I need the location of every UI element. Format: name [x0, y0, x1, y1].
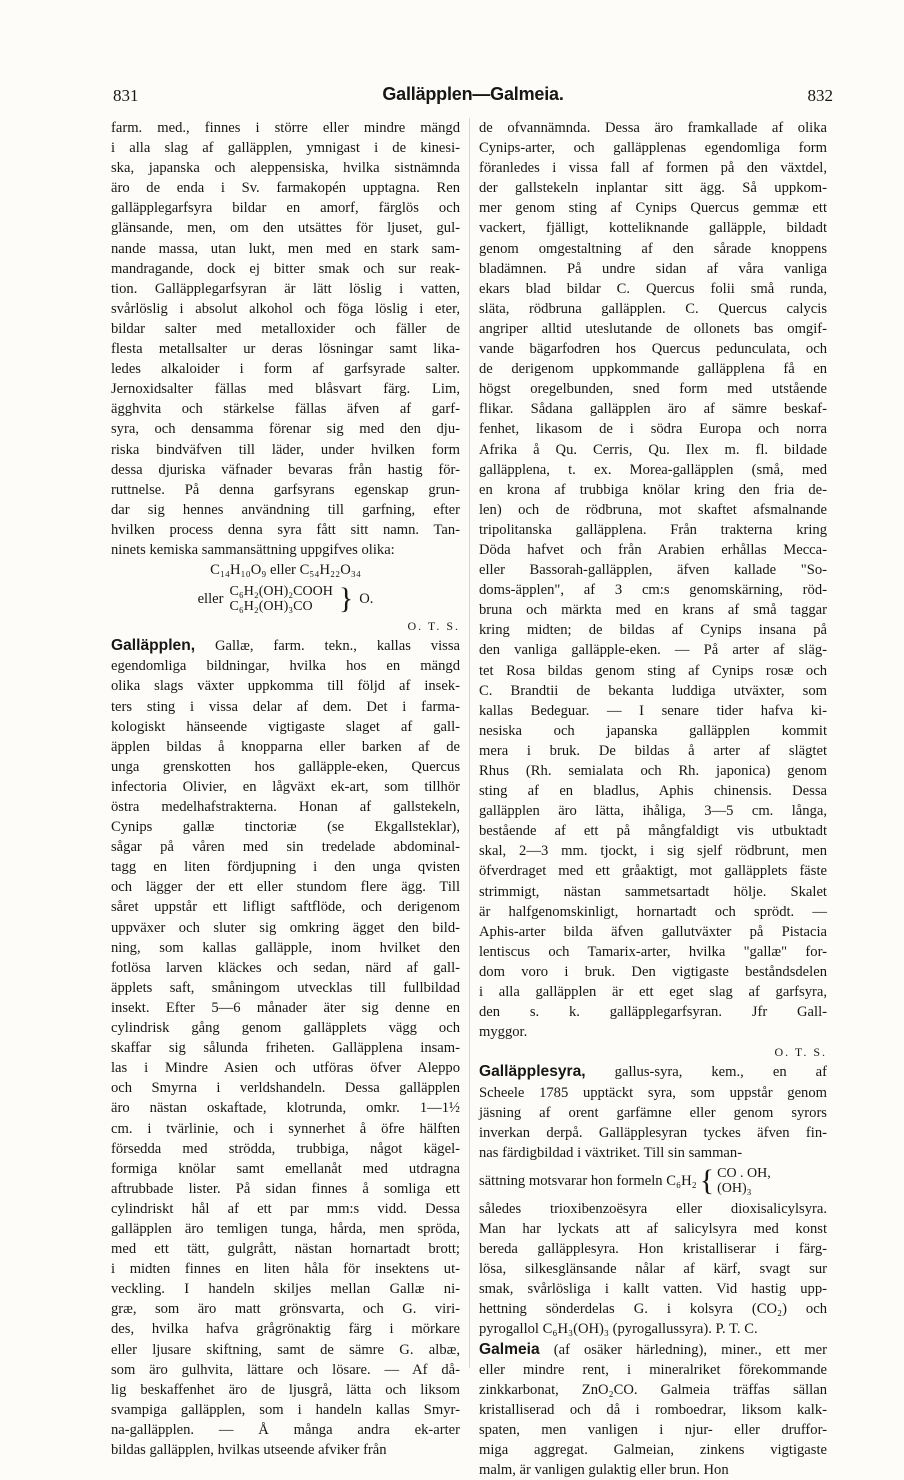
line-text: fenhet, likasom de i södra Europa och norra — [479, 421, 827, 438]
line-text: är halfgenomskinligt, hornartadt och sprödt. — — [479, 903, 827, 920]
text-line — [479, 1103, 827, 1123]
text-line — [111, 697, 460, 717]
text-line — [479, 922, 827, 942]
line-text: veckling. I handeln skiljes mellan Gallæ ni- — [111, 1281, 460, 1298]
formula-stack — [230, 584, 333, 614]
line-text: hvilken process denna syra fått sitt namn. Tan- — [111, 521, 460, 538]
line-text: äro nästan oskaftade, klotrunda, omkr. 1—1½ — [111, 1100, 460, 1117]
text-line — [111, 958, 460, 978]
line-text: unga grenskotten hos galläpple-eken, Quercus — [111, 758, 460, 775]
text-line — [111, 998, 460, 1018]
line-text: ägghvita och stärkelse fällas äfven af garf- — [111, 401, 460, 418]
line-text: vackert, fjälligt, kotteliknande galläpple, bildadt — [479, 220, 827, 237]
text-line — [111, 717, 460, 737]
entry-galläpplen — [111, 636, 460, 1460]
text-line — [111, 198, 460, 218]
line-text: las i Mindre Asien och utföras öfver Aleppo — [111, 1060, 460, 1077]
line-text: ters sting i vissa delar af dem. Det i farma- — [111, 698, 460, 715]
formula-brace: } — [338, 582, 354, 616]
line-text: ska, japanska och aleppensiska, hvilka sistnämnda — [111, 160, 460, 177]
line-text: C. Brandtii de bekanta luddiga utväxter, som — [479, 682, 827, 699]
text-line — [479, 259, 827, 279]
line-text: en krona af trubbiga knölar kring den fria de- — [479, 481, 827, 498]
text-line — [111, 379, 460, 399]
text-line — [479, 1440, 827, 1460]
text-line — [479, 399, 827, 419]
line-text: och lägger der ett eller stundom flere ägg. Till — [111, 879, 460, 896]
text-line — [111, 757, 460, 777]
page-header — [113, 82, 833, 108]
right-column — [479, 118, 827, 1480]
text-line — [111, 1119, 460, 1139]
text-line — [479, 1460, 827, 1480]
line-text: flesta metallsalter ur deras lösningar samt lika- — [111, 341, 460, 358]
text-line — [479, 620, 827, 640]
line-text: dar sig hennes användning till garfning, efter — [111, 501, 460, 518]
line-text: bildar salter med metalloxider och fäller de — [111, 320, 460, 337]
line-text: galläpplen äro lätta, ihåliga, 3—5 cm. långa, — [479, 803, 827, 820]
line-text: högst oregelbunden, sned form med utstående — [479, 381, 827, 398]
text-line — [111, 797, 460, 817]
line-text: nesiska och japanska galläpplen kommit — [479, 722, 827, 739]
line-text: galläpplen äro temligen tunga, hårda, men spröda, — [111, 1220, 460, 1237]
line-text: tripolitanska galläpplena. Från trakterna kring — [479, 521, 827, 538]
left-column — [111, 118, 460, 1460]
line-text: öfverdraget med ett gråaktigt, mot galläpplets fäste — [479, 863, 827, 880]
line-text: inverkan derpå. Galläpplesyran tyckes äfven fin- — [479, 1124, 827, 1141]
text-line — [111, 178, 460, 198]
line-text: dom voro i bruk. Den vigtigaste beståndsdelen — [479, 963, 827, 980]
text-line — [111, 1400, 460, 1420]
text-line — [479, 580, 827, 600]
text-line — [111, 1018, 460, 1038]
text-line — [479, 801, 827, 821]
line-text: Scheele 1785 upptäckt syra, som uppstår genom — [479, 1084, 827, 1101]
text-line — [111, 299, 460, 319]
text-line — [111, 1299, 460, 1319]
text-line — [479, 1083, 827, 1103]
text-line — [479, 761, 827, 781]
line-text: lig beskaffenhet äro de ljusgrå, lätta och liksom — [111, 1381, 460, 1398]
line-text: vande bägarfodren hos Quercus pedunculata, och — [479, 341, 827, 358]
formula-eller: eller — [197, 591, 224, 608]
formula-suffix: O. — [359, 591, 374, 608]
text-line — [111, 259, 460, 279]
line-text: äpplets saft, småningom utvecklas till fullbildad — [111, 979, 460, 996]
line-text: svårlöslig i absolut alkohol och föga löslig i eter, — [111, 300, 460, 317]
line-text: mera i bruk. De bildas å arter af slägtet — [479, 742, 827, 759]
line-text: aftrubbade lister. På sidan finnes å somliga ett — [111, 1180, 460, 1197]
text-line — [111, 1340, 460, 1360]
text-line — [479, 500, 827, 520]
text-line — [479, 721, 827, 741]
line-text: ekars blad bildar C. Quercus folii små runda, — [479, 280, 827, 297]
line-text: Cynips gallæ tinctoriæ (se Ekgallsteklar), — [111, 819, 460, 836]
line-text: malm, är vanligen gulaktig eller brun. Hon — [479, 1462, 729, 1479]
formula-tannin-1: C₁₄H₁₀O₉ eller C₅₄H₂₂O₃₄ — [210, 562, 361, 579]
text-line — [111, 399, 460, 419]
text-line — [479, 861, 827, 881]
text-line — [479, 1360, 827, 1380]
line-text: ledes alkaloider i form af garfsyrade salter. — [111, 361, 460, 378]
entry-galmeia — [479, 1340, 827, 1480]
line-text: angriper alltid uteslutande de ollonets bas omgif- — [479, 320, 827, 337]
text-line — [479, 640, 827, 660]
text-line — [111, 540, 460, 560]
text-line — [479, 520, 827, 540]
line-text: bestående af ett på mångfaldigt vis utbuktadt — [479, 823, 827, 840]
line-text: (af osäker härledning), miner., ett mer — [539, 1341, 827, 1358]
headword-galläpplen: Galläpplen, — [111, 637, 196, 655]
line-text: cylindrisk gång genom galläpplets vägg och — [111, 1020, 460, 1037]
text-line — [111, 777, 460, 797]
line-text: den s. k. galläpplegarfsyran. Jfr Gall- — [479, 1004, 827, 1021]
text-line — [479, 198, 827, 218]
line-text: med ett tätt, gulgrått, nästan hornartadt brott; — [111, 1241, 460, 1258]
formula-bottom: C₆H₂(OH)₃CO — [229, 599, 313, 615]
text-line — [479, 882, 827, 902]
line-text: gallus-syra, kem., en af — [585, 1064, 827, 1081]
text-line — [111, 897, 460, 917]
text-line — [111, 1098, 460, 1118]
text-line — [111, 1319, 460, 1339]
line-text: egendomliga bildningar, hvilka hos en mängd — [111, 658, 460, 675]
text-line — [111, 978, 460, 998]
line-text: doms-äpplen", af 3 cm:s genomskärning, röd- — [479, 582, 827, 599]
text-line — [479, 1062, 827, 1082]
text-line — [111, 1159, 460, 1179]
line-text: mandragande, dock ej bitter smak och sur reak- — [111, 260, 460, 277]
line-text: syra, och densamma förenar sig med den dju- — [111, 421, 460, 438]
line-text: tet Rosa bildas genom sting af Cynips rosæ och — [479, 662, 827, 679]
formula-galläpplesyra — [479, 1163, 827, 1199]
line-text: spaten, men vanligen i njur- eller druffor- — [479, 1421, 827, 1438]
line-text: östra medelhafstrakterna. Honan af gallstekeln, — [111, 799, 460, 815]
formula-stack — [717, 1166, 771, 1196]
text-line — [111, 656, 460, 676]
entry-galläpplesyra-cont — [479, 1199, 827, 1340]
text-line — [111, 636, 460, 656]
text-line — [111, 480, 460, 500]
text-line — [111, 1219, 460, 1239]
line-text: des, hvilka hafva grågrönaktig färg i mörkare — [111, 1321, 460, 1338]
line-text: i alla slag af galläpplen, ymnigast i de kinesi- — [111, 140, 460, 157]
text-line — [111, 1199, 460, 1219]
line-text: lösa, silkesglänsande nålar af kärf, svagt sur — [479, 1261, 827, 1278]
text-line — [111, 138, 460, 158]
text-line — [479, 118, 827, 138]
line-text: jäsning af orent garfämne eller genom syrors — [479, 1104, 827, 1121]
line-text: miga aggregat. Galmeian, zinkens vigtigaste — [479, 1442, 827, 1458]
text-line — [479, 661, 827, 681]
line-text: len) och de rödbruna, mot skaftet afsmalnande — [479, 501, 827, 518]
line-text: skal, 2—3 mm. tjockt, i sig sjelf rödbrunt, men — [479, 843, 827, 860]
text-line — [479, 1199, 827, 1219]
text-line — [479, 1002, 827, 1022]
line-text: pyrogallol C₆H₃(OH)₃ (pyrogallussyra). P. T. C. — [479, 1321, 758, 1338]
line-text: Rhus (Rh. semialata och Rh. japonica) genom — [479, 763, 827, 779]
text-line — [111, 817, 460, 837]
right-paragraph-1 — [479, 118, 827, 1042]
page-number-left: 831 — [113, 86, 139, 105]
line-text: släta, rödbruna galläpplen. C. Quercus calycis — [479, 300, 827, 317]
line-text: försedda med strödda, trubbiga, något kägel- — [111, 1140, 460, 1157]
line-text: och Smyrna i verldshandeln. Dessa galläpplen — [111, 1080, 460, 1097]
line-text: infectoria Olivier, en lågväxt ek-art, som tillhör — [111, 778, 460, 795]
line-text: således trioxibenzoësyra eller dioxisalicylsyra. — [479, 1200, 827, 1217]
line-text: bildas galläpplen, hvilkas utseende afviker från — [111, 1442, 387, 1458]
text-line — [111, 676, 460, 696]
text-line — [479, 1279, 827, 1299]
text-line — [111, 918, 460, 938]
entry-galläpplesyra — [479, 1062, 827, 1162]
line-text: som äro gulhvita, lättare och lösare. — Af då- — [111, 1361, 460, 1378]
page-number-right: 832 — [807, 86, 833, 105]
line-text: äpplen bildas å knopparna eller barken af de — [111, 738, 460, 755]
line-text: eller mindre rent, i mineralriket förekommande — [479, 1361, 827, 1378]
text-line — [479, 781, 827, 801]
line-text: Jernoxidsalter fällas med blåsvart färg. Lim, — [111, 381, 460, 398]
text-line — [111, 1078, 460, 1098]
line-text: såret uppstår ett lifligt saftflöde, och derigenom — [111, 899, 460, 916]
text-line — [111, 440, 460, 460]
text-line — [479, 1299, 827, 1319]
line-text: olika slags växter uppkomma till följd af insek- — [111, 678, 460, 695]
text-line — [479, 1380, 827, 1400]
line-text: ruttnelse. På denna garfsyrans egenskap grun- — [111, 481, 460, 498]
text-line — [479, 600, 827, 620]
line-text: uppväxer och sluter sig omkring ägget den bild- — [111, 919, 460, 936]
line-text: bruna och märkta med en krans af små taggar — [479, 602, 827, 619]
line-text: äro de enda i Sv. farmakopén upptagna. Ren — [111, 180, 460, 197]
text-line — [479, 218, 827, 238]
formula-prefix: sättning motsvarar hon formeln C₆H₂ — [479, 1172, 697, 1189]
signature: O. T. S. — [774, 1045, 827, 1060]
left-paragraph-1 — [111, 118, 460, 560]
line-text: galläpplegarfsyra bildar en amorf, färglös och — [111, 200, 460, 217]
text-line — [479, 1319, 827, 1339]
text-line — [111, 837, 460, 857]
line-text: Cynips-arter, och galläpplenas egendomliga form — [479, 140, 827, 157]
text-line — [479, 1123, 827, 1143]
text-line — [479, 902, 827, 922]
text-line — [479, 1420, 827, 1440]
line-text: formiga knölar samt emellanåt med utdragna — [111, 1160, 460, 1177]
text-line — [479, 480, 827, 500]
line-text: cylindriskt hål af ett par mm:s vidd. Dessa — [111, 1200, 460, 1217]
text-line — [479, 1400, 827, 1420]
line-text: tion. Galläpplegarfsyran är lätt löslig i vatten, — [111, 280, 460, 297]
text-line — [479, 279, 827, 299]
line-text: der gallstekeln inplantar sitt ägg. Så uppkom- — [479, 180, 827, 197]
text-line — [479, 1259, 827, 1279]
line-text: lentiscus och Tamarix-arter, hvilka "gallæ" for- — [479, 943, 827, 960]
text-line — [111, 419, 460, 439]
text-line — [111, 877, 460, 897]
text-line — [111, 500, 460, 520]
text-line — [111, 339, 460, 359]
text-line — [111, 1279, 460, 1299]
text-line — [111, 1239, 460, 1259]
text-line — [111, 1380, 460, 1400]
line-text: hettning sönderdelas G. i kolsyra (CO₂) och — [479, 1301, 827, 1318]
text-line — [111, 218, 460, 238]
line-text: i midten finnes en liten håla för insektens ut- — [111, 1261, 460, 1278]
text-line — [111, 1440, 460, 1460]
text-line — [479, 178, 827, 198]
line-text: dessa djuriska väfnader bevaras från hastig för- — [111, 461, 460, 478]
line-text: riska bindväfven till läder, under hvilken form — [111, 441, 460, 458]
line-text: strimmigt, nästan sammetsartadt hölje. Skalet — [479, 883, 827, 900]
text-line — [111, 1360, 460, 1380]
line-text: na-galläpplen. — Å många andra ek-arter — [111, 1421, 460, 1438]
text-line — [479, 942, 827, 962]
text-line — [479, 1239, 827, 1259]
line-text: Aphis-arter bilda äfven gallutväxter på Pistacia — [479, 923, 827, 940]
text-line — [111, 737, 460, 757]
text-line — [479, 440, 827, 460]
text-line — [479, 982, 827, 1002]
line-text: tagg en liten fördjupning i den unga qvisten — [111, 859, 460, 876]
line-text: genom omgestaltning af den sårade knoppens — [479, 240, 827, 257]
formula-bottom: (OH)₃ — [717, 1180, 752, 1196]
line-text: smak, svårlösliga i kallt vatten. Vid hastig upp- — [479, 1281, 827, 1298]
line-text: zinkkarbonat, ZnO₂CO. Galmeia träffas sällan — [479, 1381, 827, 1398]
line-text: eller ljusare skiftning, samt de sämre G. albæ, — [111, 1341, 460, 1358]
text-line — [111, 1420, 460, 1440]
text-line — [479, 540, 827, 560]
text-line — [479, 560, 827, 580]
line-text: kring midten; de bildas af Cynips insana på — [479, 622, 827, 639]
formula-top: C₆H₂(OH)₂COOH — [229, 584, 333, 600]
text-line — [479, 379, 827, 399]
text-line — [479, 681, 827, 701]
line-text: svampiga galläpplen, som i handeln kallas Smyr- — [111, 1401, 460, 1418]
line-text: mer genom sting af Cynips Quercus gemmæ ett — [479, 200, 827, 217]
line-text: farm. med., finnes i större eller mindre mängd — [111, 120, 460, 136]
text-line — [111, 319, 460, 339]
line-text: skaffar sig sålunda friheten. Galläpplena insam- — [111, 1040, 460, 1057]
line-text: bereda galläpplesyra. Hon kristalliserar i färg- — [479, 1241, 827, 1258]
text-line — [479, 1022, 827, 1042]
line-text: glänsande, men, om den utsättes för ljuset, gul- — [111, 220, 460, 237]
line-text: Afrika å Qu. Cerris, Qu. Ilex m. fl. bildade — [479, 441, 827, 458]
text-line — [111, 1139, 460, 1159]
line-text: myggor. — [479, 1024, 528, 1041]
formula-top: CO . OH, — [717, 1165, 771, 1181]
line-text: ninets kemiska sammansättning uppgifves olika: — [111, 541, 395, 558]
text-line — [479, 359, 827, 379]
text-line — [479, 841, 827, 861]
text-line — [479, 821, 827, 841]
text-line — [479, 299, 827, 319]
text-line — [111, 359, 460, 379]
text-line — [479, 419, 827, 439]
line-text: ning, som kallas galläpple, inom hvilket den — [111, 939, 460, 956]
line-text: kallas Bedeguar. — I senare tider hafva ki- — [479, 702, 827, 719]
line-text: de derigenom uppkommande galläpplena få en — [479, 361, 827, 378]
signature: O. T. S. — [407, 619, 460, 634]
line-text: eller Bassorah-galläpplen, äfven kallade "So- — [479, 562, 827, 579]
line-text: i alla galläpplen är ett eget slag af garfsyra, — [479, 984, 827, 1001]
line-text: nande massa, utan lukt, men med en stark sam- — [111, 240, 460, 257]
line-text: græ, som äro matt grönsvarta, och G. viri- — [111, 1301, 460, 1318]
text-line — [479, 460, 827, 480]
text-line — [479, 158, 827, 178]
text-line — [111, 520, 460, 540]
text-line — [479, 1340, 827, 1360]
line-text: sågar på våren med sin tredelade abdominal- — [111, 839, 460, 856]
line-text: flikar. Sådana galläpplen äro af sämre beskaf- — [479, 401, 827, 418]
line-text: föranledes i vissa fall af formen på den växtdel, — [479, 160, 827, 177]
text-line — [111, 1038, 460, 1058]
line-text: Man har lyckats att af salicylsyra med konst — [479, 1220, 827, 1237]
text-line — [479, 319, 827, 339]
text-line — [479, 962, 827, 982]
headword-galläpplesyra: Galläpplesyra, — [479, 1063, 586, 1081]
line-text: kristalliserad och då i romboedrar, liksom kalk- — [479, 1401, 827, 1418]
line-text: bladämnen. På undre sidan af våra vanliga — [479, 260, 827, 277]
line-text: fotlösa larven kläckes och sedan, närd af gall- — [111, 959, 460, 976]
line-text: insekt. Efter 5—6 månader äter sig denne en — [111, 999, 460, 1016]
text-line — [111, 938, 460, 958]
line-text: Döda hafvet och från Arabien erhållas Mecca- — [479, 541, 827, 558]
formula-brace: { — [699, 1163, 715, 1197]
headword-galmeia: Galmeia — [479, 1340, 540, 1358]
column-divider — [469, 118, 470, 1368]
line-text: galläpplena, t. ex. Morea-galläpplen (små, med — [479, 461, 827, 478]
line-text: nas färdigbildad i växtriket. Till sin samman- — [479, 1144, 743, 1161]
running-title: Galläpplen—Galmeia. — [382, 84, 564, 104]
text-line — [479, 741, 827, 761]
text-line — [111, 857, 460, 877]
line-text: de ofvannämnda. Dessa äro framkallade af olika — [479, 120, 827, 136]
text-line — [479, 701, 827, 721]
text-line — [479, 239, 827, 259]
line-text: Gallæ, farm. tekn., kallas vissa — [195, 638, 460, 655]
line-text: sting af en bladlus, Aphis chinensis. Dessa — [479, 783, 827, 800]
text-line — [111, 239, 460, 259]
text-line — [111, 158, 460, 178]
text-line — [479, 1143, 827, 1163]
text-line — [111, 279, 460, 299]
text-line — [111, 1058, 460, 1078]
text-line — [479, 1219, 827, 1239]
formula-tannin-2 — [111, 582, 460, 616]
line-text: den vanliga galläpple-eken. — På arter af släg- — [479, 642, 827, 659]
text-line — [111, 1179, 460, 1199]
text-line — [111, 460, 460, 480]
text-line — [111, 118, 460, 138]
line-text: cm. i tvärlinie, och i synnerhet å öfre hälften — [111, 1120, 460, 1137]
text-line — [479, 339, 827, 359]
line-text: kologiskt hänseende vigtigaste slaget af gall- — [111, 718, 460, 735]
text-line — [111, 1259, 460, 1279]
text-line — [479, 138, 827, 158]
